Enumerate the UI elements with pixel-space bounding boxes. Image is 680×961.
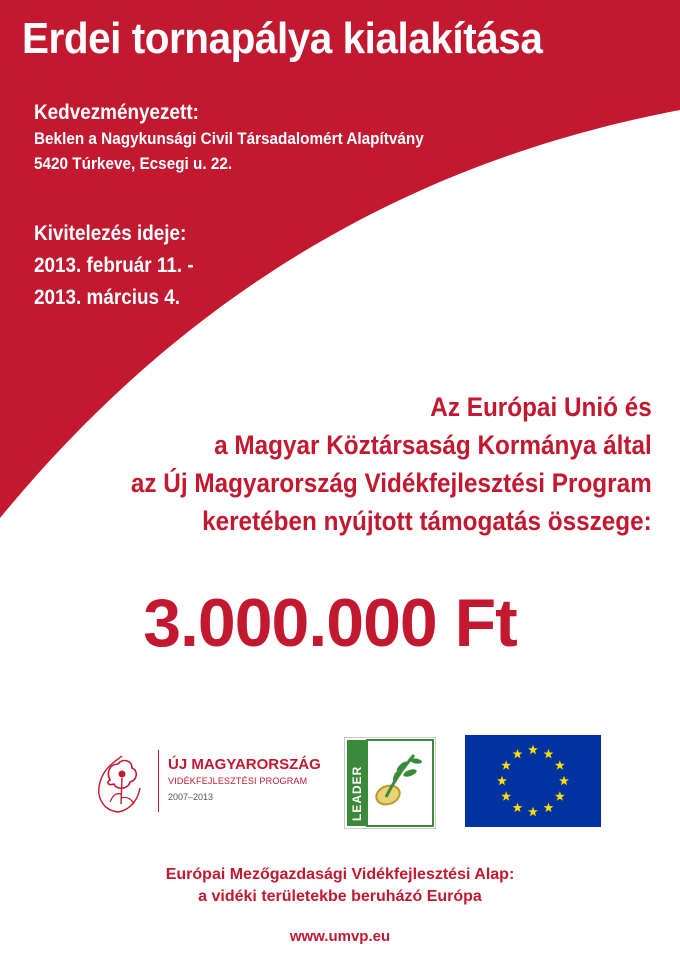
beneficiary-name: Beklen a Nagykunsági Civil Társadalomért Alapítvány xyxy=(34,129,424,148)
beneficiary-label: Kedvezményezett: xyxy=(34,101,199,124)
leader-logo xyxy=(344,737,436,829)
umvp-separator xyxy=(158,750,159,812)
umvp-logo-subtitle: VIDÉKFEJLESZTÉSI PROGRAM xyxy=(168,776,308,786)
footer-fund-line2: a vidéki területekbe beruházó Európa xyxy=(198,888,482,905)
umvp-logo xyxy=(88,742,328,824)
eu-flag-icon xyxy=(465,735,601,827)
footer-fund xyxy=(0,864,680,908)
period-end: 2013. március 4. xyxy=(34,286,181,309)
footer-url-link[interactable]: www.umvp.eu xyxy=(289,928,391,945)
beneficiary-address: 5420 Túrkeve, Ecsegi u. 22. xyxy=(34,154,233,173)
support-statement xyxy=(73,388,652,540)
period-block xyxy=(34,218,211,314)
page-title: Erdei tornapálya kialakítása xyxy=(22,14,543,63)
umvp-logo-title: ÚJ MAGYARORSZÁG xyxy=(168,756,321,773)
beneficiary-block xyxy=(34,100,467,176)
footer-fund-line1: Európai Mezőgazdasági Vidékfejlesztési Alap: xyxy=(165,866,515,883)
support-line: az Új Magyarország Vidékfejlesztési Program xyxy=(131,468,652,498)
support-amount: 3.000.000 Ft xyxy=(143,585,517,661)
support-line: a Magyar Köztársaság Kormánya által xyxy=(214,430,652,460)
umvp-logo-years: 2007–2013 xyxy=(168,792,214,802)
leader-text: LEADER xyxy=(350,765,364,821)
flower-emblem-icon xyxy=(88,746,152,818)
support-line: keretében nyújtott támogatás összege: xyxy=(202,506,652,536)
period-start: 2013. február 11. - xyxy=(34,254,194,277)
support-line: Az Európai Unió és xyxy=(430,392,652,422)
period-label: Kivitelezés ideje: xyxy=(34,222,187,245)
